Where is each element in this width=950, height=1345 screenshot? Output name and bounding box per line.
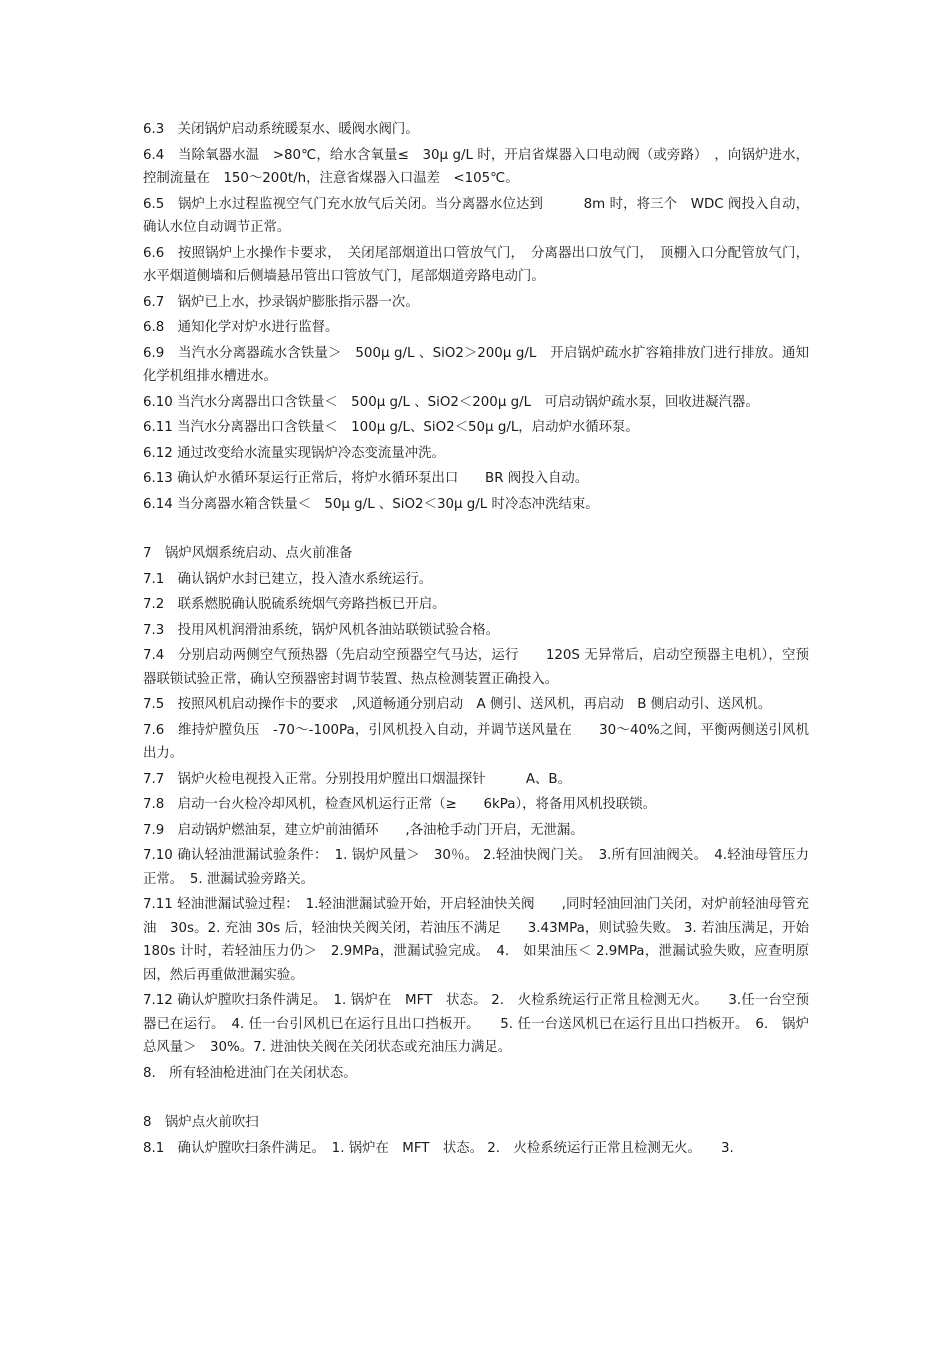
paragraph-6-6: 6.6 按照锅炉上水操作卡要求， 关闭尾部烟道出口管放气门， 分离器出口放气门， 顶棚入口分配管放气门，水平烟道侧墙和后侧墙悬吊管出口管放气门，尾部烟道旁路电动门。 [143,245,809,284]
section-gap [143,518,809,542]
paragraph-7-5: 7.5 按照风机启动操作卡的要求 ,风道畅通分别启动 A 侧引、送风机，再启动 B 侧启动引、送风机。 [143,697,772,712]
document-body [143,118,823,1162]
paragraph-7-8: 7.8 启动一台火检冷却风机，检查风机运行正常（≥ 6kPa），将备用风机投联锁。 [143,797,657,812]
paragraph-7-11: 7.11 轻油泄漏试验过程： 1.轻油泄漏试验开始，开启轻油快关阀 ,同时轻油回油门关闭，对炉前轻油母管充油 30s。2. 充油 30s 后，轻油快关阀关闭，若油压不满足 3.43MPa，则试验失败。 3. 若油压满足，开始 180s 计时，若轻油压力仍＞ 2.9MPa，泄漏试验完成。 4. 如果油压＜ 2.9MPa，泄漏试验失败，应查明原因，然后再重做泄漏实验。 [143,897,823,983]
paragraph-7-10: 7.10 确认轻油泄漏试验条件： 1. 锅炉风量＞ 30％。 2.轻油快阀门关。 3.所有回油阀关。 4.轻油母管压力正常。 5. 泄漏试验旁路关。 [143,848,809,887]
paragraph-7-3: 7.3 投用风机润滑油系统，锅炉风机各油站联锁试验合格。 [143,622,500,638]
paragraph-8-item: 8. 所有轻油枪进油门在关闭状态。 [143,1065,357,1081]
paragraph-7-4: 7.4 分别启动两侧空气预热器（先启动空预器空气马达，运行 120S 无异常后，启动空预器主电机），空预器联锁试验正常，确认空预器密封调节装置、热点检测装置正确投入。 [143,648,809,687]
paragraph-6-10: 6.10 当汽水分离器出口含铁量＜ 500μ g/L 、SiO2＜200μ g/L 可启动锅炉疏水泵，回收进凝汽器。 [143,394,759,410]
paragraph-6-7: 6.7 锅炉已上水，抄录锅炉膨胀指示器一次。 [143,294,419,310]
paragraph-6-5: 6.5 锅炉上水过程监视空气门充水放气后关闭。当分离器水位达到 8m 时，将三个 WDC 阀投入自动，确认水位自动调节正常。 [143,196,809,235]
section-8-heading: 8 锅炉点火前吹扫 [143,1115,259,1130]
paragraph-7-7: 7.7 锅炉火检电视投入正常。分别投用炉膛出口烟温探针 A、B。 [143,771,571,787]
paragraph-6-9: 6.9 当汽水分离器疏水含铁量＞ 500μ g/L 、SiO2＞200μ g/L 开启锅炉疏水扩容箱排放门进行排放。通知化学机组排水槽进水。 [143,345,809,384]
paragraph-7-2: 7.2 联系燃脱确认脱硫系统烟气旁路挡板已开启。 [143,597,446,612]
section-8 [143,1111,809,1160]
paragraph-6-12: 6.12 通过改变给水流量实现锅炉冷态变流量冲洗。 [143,445,445,461]
paragraph-6-14: 6.14 当分离器水箱含铁量＜ 50μ g/L 、SiO2＜30μ g/L 时冷态冲洗结束。 [143,496,599,512]
paragraph-7-1: 7.1 确认锅炉水封已建立，投入渣水系统运行。 [143,571,433,587]
paragraph-6-11: 6.11 当汽水分离器出口含铁量＜ 100μ g/L、SiO2＜50μ g/L，启动炉水循环泵。 [143,420,639,435]
section-7 [143,542,823,1085]
section-6 [143,118,809,516]
paragraph-6-4: 6.4 当除氧器水温 >80℃，给水含氧量≤ 30μ g/L 时，开启省煤器入口电动阀（或旁路） ，向锅炉进水，控制流量在 150～200t/h，注意省煤器入口温差 <105℃。 [143,147,809,186]
paragraph-7-9: 7.9 启动锅炉燃油泵，建立炉前油循环 ,各油枪手动门开启，无泄漏。 [143,822,584,838]
paragraph-7-6: 7.6 维持炉膛负压 -70～-100Pa，引风机投入自动，并调节送风量在 30～40%之间，平衡两侧送引风机出力。 [143,722,809,761]
section-7-heading: 7 锅炉风烟系统启动、点火前准备 [143,546,353,561]
paragraph-6-8: 6.8 通知化学对炉水进行监督。 [143,320,339,335]
paragraph-7-12: 7.12 确认炉膛吹扫条件满足。 1. 锅炉在 MFT 状态。 2. 火检系统运行正常且检测无火。 3.任一台空预器已在运行。 4. 任一台引风机已在运行且出口挡板开。 5. 任一台送风机已在运行且出口挡板开。 6. 锅炉总风量＞ 30%。7. 进油快关阀在关闭状态或充油压力满足。 [143,993,809,1055]
paragraph-6-3: 6.3 关闭锅炉启动系统暖泵水、暖阀水阀门。 [143,122,419,137]
paragraph-6-13: 6.13 确认炉水循环泵运行正常后，将炉水循环泵出口 BR 阀投入自动。 [143,471,589,486]
section-gap [143,1087,809,1111]
paragraph-8-1: 8.1 确认炉膛吹扫条件满足。 1. 锅炉在 MFT 状态。 2. 火检系统运行正常且检测无火。 3. [143,1140,734,1156]
